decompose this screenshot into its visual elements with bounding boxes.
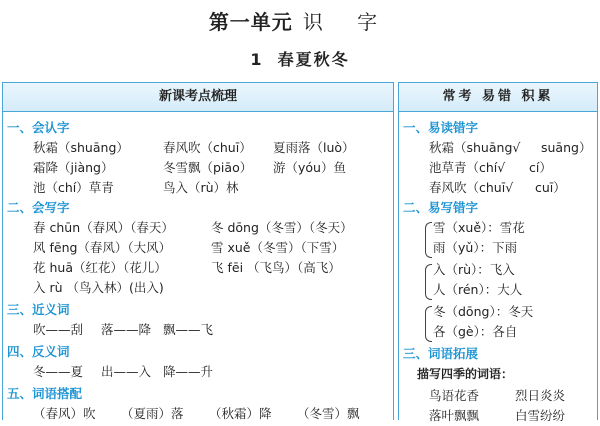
word: 夏雨落（luò） xyxy=(273,140,355,155)
list-item xyxy=(3,238,393,258)
section-heading: 二、会写字 xyxy=(7,200,70,215)
list-item xyxy=(399,364,597,384)
list-item xyxy=(3,138,393,158)
lesson-name: 春夏秋冬 xyxy=(277,50,350,69)
right-panel xyxy=(398,82,598,423)
word: （秋霜）降 xyxy=(209,406,272,421)
word: 冬（dōng）：冬天 xyxy=(433,304,534,319)
list-item xyxy=(3,178,393,198)
section-heading: 五、词语搭配 xyxy=(7,386,83,401)
word: cí） xyxy=(529,160,552,175)
section-heading: 三、词语拓展 xyxy=(403,346,479,361)
list-item xyxy=(3,278,393,298)
word: cuī） xyxy=(535,180,566,195)
list-item xyxy=(399,322,597,342)
list-item xyxy=(3,158,393,178)
section-heading: 三、近义词 xyxy=(7,302,70,317)
list-item xyxy=(3,404,393,424)
left-panel-header: 新课考点梳理 xyxy=(3,83,393,112)
word: 花 huā（红花）（花儿） xyxy=(33,260,167,275)
word: 游（yóu）鱼 xyxy=(273,160,346,175)
word: 出——入 xyxy=(101,364,152,379)
section-heading: 一、会认字 xyxy=(7,120,70,135)
section-heading: 一、易读错字 xyxy=(403,120,479,135)
list-item xyxy=(399,238,597,258)
word: 冬雪飘（piāo） xyxy=(163,160,253,175)
lesson-number: 1 xyxy=(250,50,264,69)
word: 落——降 xyxy=(101,322,152,337)
word: 秋霜（shuāng） xyxy=(33,140,129,155)
list-item xyxy=(399,260,597,280)
word: 飘——飞 xyxy=(163,322,214,337)
word: 鸟入（rù）林 xyxy=(163,180,239,195)
word: 池（chí）草青 xyxy=(33,180,114,195)
word: 冬 dōng（冬雪）（冬天） xyxy=(211,220,353,235)
list-item xyxy=(3,320,393,340)
word: 入（rù）：飞入 xyxy=(433,262,515,277)
unit-title xyxy=(0,6,600,35)
word: 雨（yǔ）：下雨 xyxy=(433,240,518,255)
word: 雪 xuě（冬雪）（下雪） xyxy=(211,240,345,255)
word: 吹——刮 xyxy=(33,322,84,337)
section-heading: 二、易写错字 xyxy=(403,200,479,215)
unit-label: 第一单元 xyxy=(208,10,293,34)
list-item xyxy=(399,386,597,406)
list-item xyxy=(399,138,597,158)
word: 春 chūn（春风）（春天） xyxy=(33,220,174,235)
word: 入 rù （鸟入林）(出入) xyxy=(33,280,164,295)
word: 雪（xuě）：雪花 xyxy=(433,220,525,235)
word: 落叶飘飘 xyxy=(429,408,480,423)
section-heading: 四、反义词 xyxy=(7,344,70,359)
word: 春风吹（chuī√ xyxy=(429,180,514,195)
word: （夏雨）落 xyxy=(121,406,184,421)
word: 降——升 xyxy=(163,364,214,379)
list-item xyxy=(399,158,597,178)
list-item xyxy=(399,302,597,322)
unit-topic: 识 字 xyxy=(302,10,392,34)
lesson-title xyxy=(0,47,600,70)
word: 飞 fēi （飞鸟）（高飞） xyxy=(211,260,341,275)
word: 冬——夏 xyxy=(33,364,84,379)
list-item xyxy=(399,218,597,238)
word: 各（gè）：各自 xyxy=(433,324,518,339)
list-item xyxy=(399,406,597,426)
word: （冬雪）飘 xyxy=(297,406,360,421)
word: （春风）吹 xyxy=(33,406,96,421)
word: suāng） xyxy=(541,140,592,155)
word: 鸟语花香 xyxy=(429,388,480,403)
word: 白雪纷纷 xyxy=(515,408,566,423)
list-item xyxy=(399,178,597,198)
word: 春风吹（chuī） xyxy=(163,140,252,155)
right-panel-header: 常考 易错 积累 xyxy=(399,83,597,112)
list-item xyxy=(3,258,393,278)
word: 描写四季的词语： xyxy=(417,367,514,381)
word: 池草青（chí√ xyxy=(429,160,506,175)
word: 烈日炎炎 xyxy=(515,388,566,403)
list-item xyxy=(3,362,393,382)
word: 霜降（jiàng） xyxy=(33,160,114,175)
word: 人（rén）：大人 xyxy=(433,282,523,297)
word: 风 fēng（春风）（大风） xyxy=(33,240,172,255)
list-item xyxy=(399,280,597,300)
left-panel xyxy=(2,82,394,420)
word: 秋霜（shuāng√ xyxy=(429,140,521,155)
list-item xyxy=(3,218,393,238)
